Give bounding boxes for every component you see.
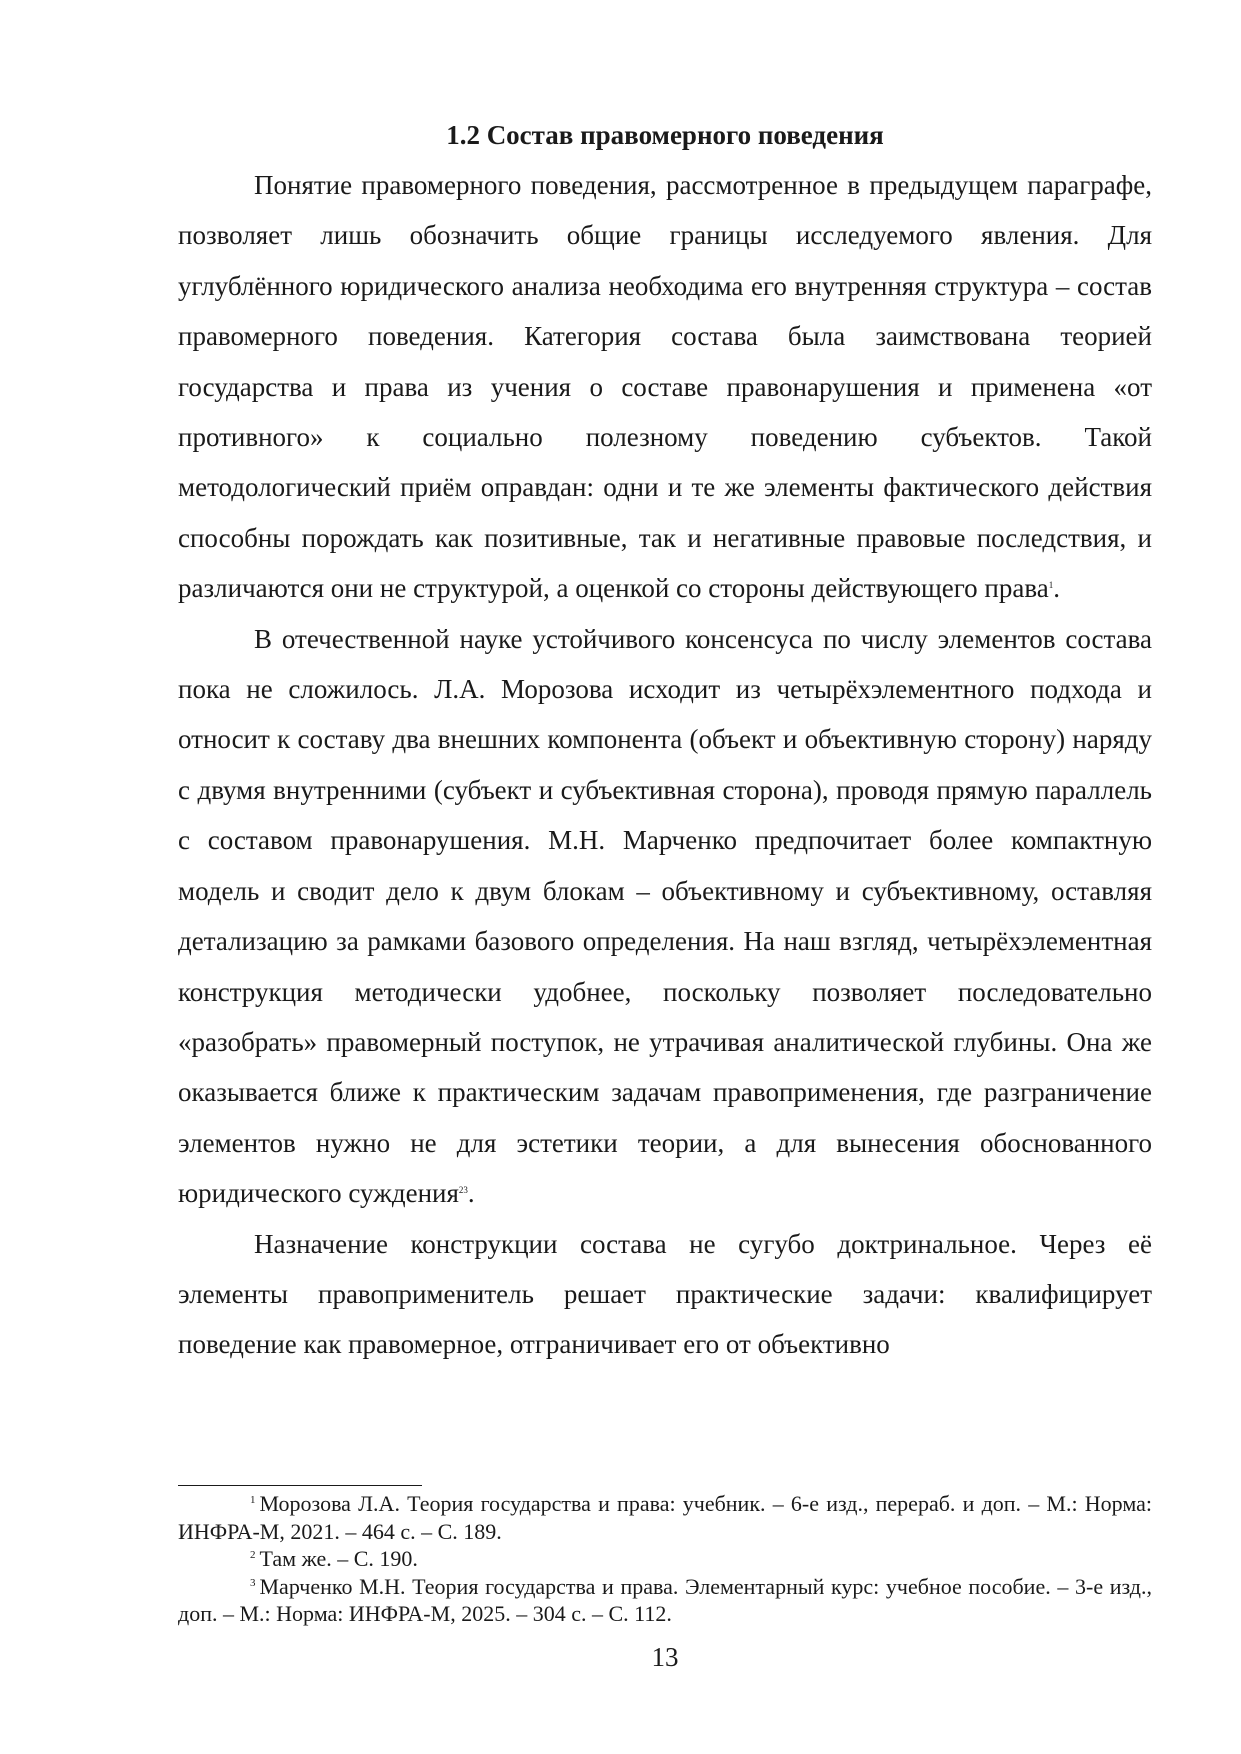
page-number: 13 [651,1642,679,1672]
paragraph-1 [178,160,1152,614]
paragraph-3 [178,1219,1152,1370]
footnote-1-text: Морозова Л.А. Теория государства и права: учебник. – 6-е изд., перераб. и доп. – М.: Норма: ИНФРА-М, 2021. – 464 с. – С. 189. [178,1491,1152,1544]
body-text [178,110,1152,1370]
footnote-1-marker: 1 [250,1494,256,1506]
paragraph-1-text: Понятие правомерного поведения, рассмотренное в предыдущем параграфе, позволяет лишь обозначить общие границы исследуемого явления. Для углублённого юридического анализа необходима его внутренняя структура – состав правомерного поведения. Категория состава была заимствована теорией государства и права из учения о составе правонарушения и применена «от противного» к социально полезному поведению субъектов. Такой методологический приём оправдан: одни и те же элементы фактического действия способны порождать как позитивные, так и негативные правовые последствия, и различаются они не структурой, а оценкой со стороны действующего права [178,170,1152,604]
footnote-3-text: Марченко М.Н. Теория государства и права. Элементарный курс: учебное пособие. – 3-е изд., доп. – М.: Норма: ИНФРА-М, 2025. – 304 с. – С. 112. [178,1573,1152,1626]
section-heading: 1.2 Состав правомерного поведения [446,120,884,150]
paragraph-2-text: В отечественной науке устойчивого консенсуса по числу элементов состава пока не сложилось. Л.А. Морозова исходит из четырёхэлементного подхода и относит к составу два внешних компонента (объект и объективную сторону) наряду с двумя внутренними (субъект и субъективная сторона), проводя прямую параллель с составом правонарушения. М.Н. Марченко предпочитает более компактную модель и сводит дело к двум блокам – объективному и субъективному, оставляя детализацию за рамками базового определения. На наш взгляд, четырёхэлементная конструкция методически удобнее, поскольку позволяет последовательно «разобрать» правомерный поступок, не утрачивая аналитической глубины. Она же оказывается ближе к практическим задачам правоприменения, где разграничение элементов нужно не для эстетики теории, а для вынесения обоснованного юридического суждения [178,623,1152,1209]
paragraph-3-text: Назначение конструкции состава не сугубо доктринальное. Через её элементы правоприменитель решает практические задачи: квалифицирует поведение как правомерное, отграничивает его от объективно [178,1228,1152,1360]
footnote-ref-23: 23 [458,1185,468,1196]
footnote-3-marker: 3 [250,1576,256,1589]
footnote-separator [178,1485,422,1486]
paragraph-2 [178,614,1152,1219]
paragraph-2-tail: . [467,1178,475,1209]
footnotes [178,1490,1152,1628]
footnote-2-marker: 2 [250,1549,256,1561]
footnote-2 [178,1545,1152,1573]
paragraph-1-tail: . [1053,573,1060,604]
footnote-2-text: Там же. – С. 190. [259,1546,418,1571]
footnote-ref-1: 1 [1048,580,1054,591]
footnote-3 [178,1573,1152,1628]
footnote-1 [178,1490,1152,1545]
